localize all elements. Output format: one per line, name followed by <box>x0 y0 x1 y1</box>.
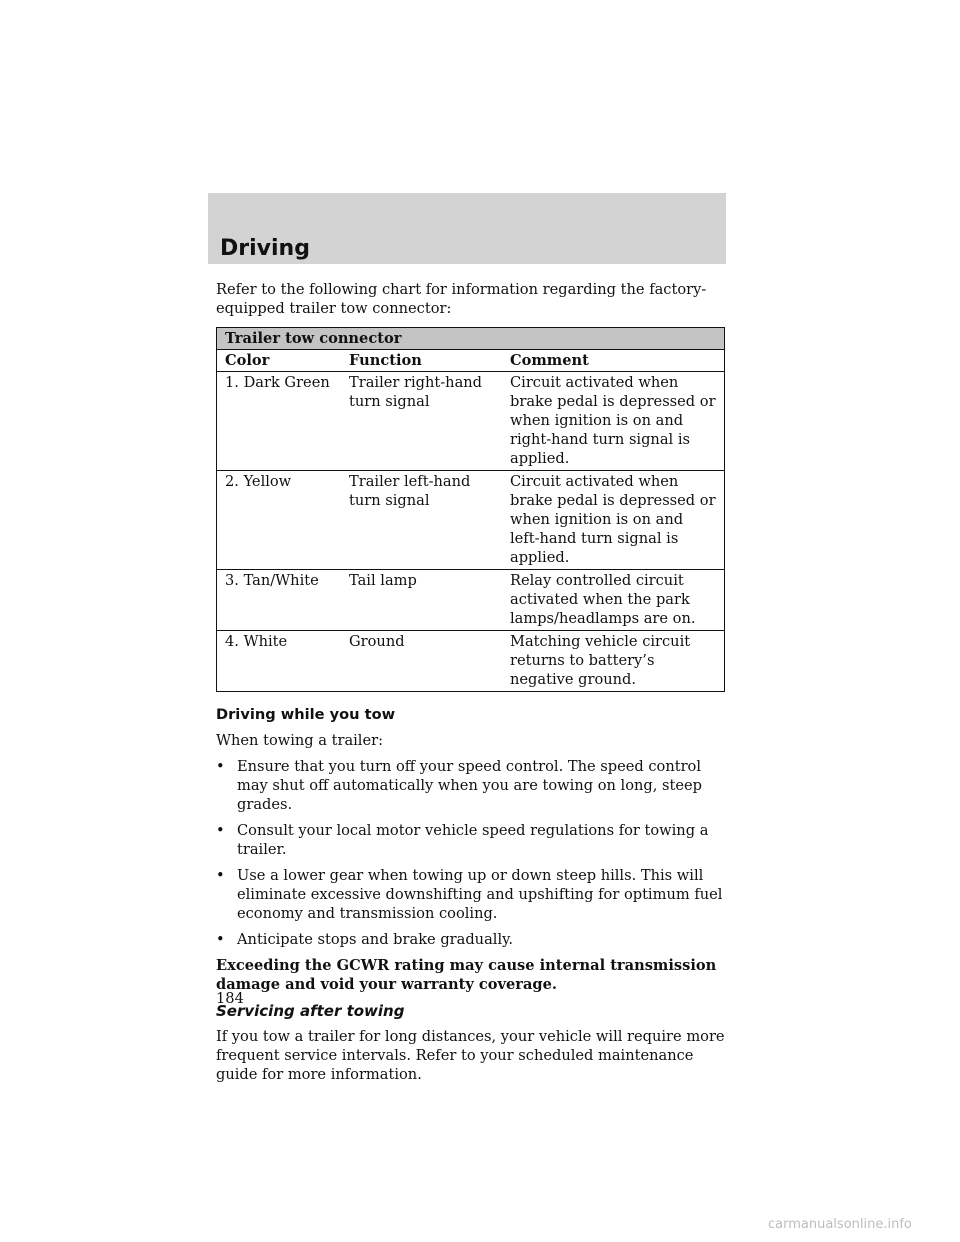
page-number: 184 <box>216 990 244 1007</box>
list-item-text: Consult your local motor vehicle speed regulations for towing a trailer. <box>237 822 709 858</box>
towing-bullet-list <box>216 757 730 949</box>
column-header-color: Color <box>217 350 342 372</box>
servicing-paragraph: If you tow a trailer for long distances, your vehicle will require more frequent service intervals. Refer to your scheduled maintenance guide for more information. <box>216 1028 725 1083</box>
bullet-icon: • <box>216 867 225 884</box>
list-item-text: Use a lower gear when towing up or down steep hills. This will eliminate excessive downshifting and upshifting for optimum fuel economy and transmission cooling. <box>237 867 723 922</box>
table-row <box>217 570 725 631</box>
trailer-connector-table <box>216 327 725 692</box>
towing-lead: When towing a trailer: <box>216 732 384 749</box>
page-content <box>216 280 730 1084</box>
table-row <box>217 631 725 692</box>
cell-color: 4. White <box>217 631 342 692</box>
list-item-text: Ensure that you turn off your speed control. The speed control may shut off automatically when you are towing on long, steep grades. <box>237 758 702 813</box>
bullet-icon: • <box>216 931 225 948</box>
cell-comment: Circuit activated when brake pedal is depressed or when ignition is on and left-hand turn signal is applied. <box>502 471 725 570</box>
intro-paragraph: Refer to the following chart for information regarding the factory-equipped trailer tow connector: <box>216 281 707 317</box>
cell-comment: Matching vehicle circuit returns to battery’s negative ground. <box>502 631 725 692</box>
list-item-text: Anticipate stops and brake gradually. <box>237 931 514 948</box>
warning-text: Exceeding the GCWR rating may cause internal transmission damage and void your warranty coverage. <box>216 957 717 993</box>
list-item <box>216 930 730 949</box>
cell-color: 1. Dark Green <box>217 372 342 471</box>
table-row <box>217 471 725 570</box>
table-title: Trailer tow connector <box>217 328 725 350</box>
cell-color: 2. Yellow <box>217 471 342 570</box>
bullet-icon: • <box>216 822 225 839</box>
list-item <box>216 866 730 923</box>
bullet-icon: • <box>216 758 225 775</box>
column-header-function: Function <box>341 350 502 372</box>
cell-function: Ground <box>341 631 502 692</box>
servicing-heading: Servicing after towing <box>216 1002 405 1020</box>
cell-color: 3. Tan/White <box>217 570 342 631</box>
cell-comment: Relay controlled circuit activated when the park lamps/headlamps are on. <box>502 570 725 631</box>
cell-function: Tail lamp <box>341 570 502 631</box>
list-item <box>216 757 730 814</box>
table-header-row <box>217 350 725 372</box>
column-header-comment: Comment <box>502 350 725 372</box>
section-title: Driving <box>220 236 310 261</box>
list-item <box>216 821 730 859</box>
cell-function: Trailer right-hand turn signal <box>341 372 502 471</box>
watermark: carmanualsonline.info <box>768 1217 912 1232</box>
towing-heading: Driving while you tow <box>216 706 396 723</box>
cell-comment: Circuit activated when brake pedal is depressed or when ignition is on and right-hand turn signal is applied. <box>502 372 725 471</box>
table-row <box>217 372 725 471</box>
cell-function: Trailer left-hand turn signal <box>341 471 502 570</box>
